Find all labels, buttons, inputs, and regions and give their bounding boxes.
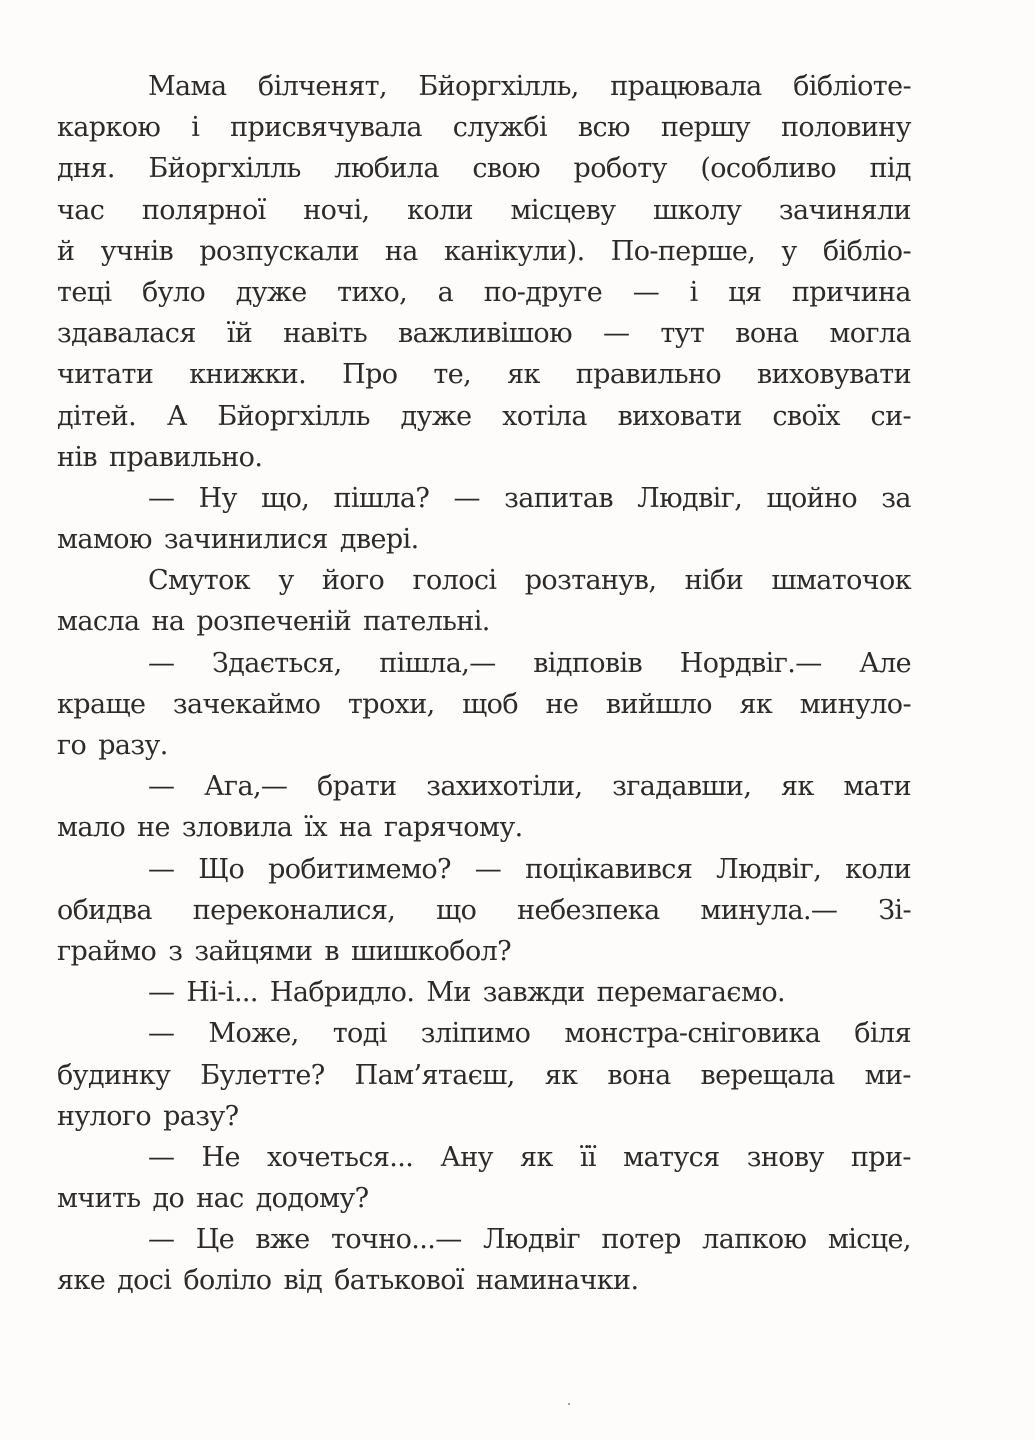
word: (особливо xyxy=(700,153,836,185)
word: верещала xyxy=(700,1059,835,1091)
word: Здається, xyxy=(212,647,342,679)
text-line xyxy=(57,437,911,478)
word: біля xyxy=(854,1018,911,1050)
word: службі xyxy=(452,112,548,144)
word: потер xyxy=(601,1224,681,1256)
word: школу xyxy=(653,194,742,226)
word: здавалася xyxy=(57,318,196,350)
word: — xyxy=(148,647,175,679)
paragraph xyxy=(57,1013,911,1137)
word: Бйоргхілль, xyxy=(418,71,579,102)
word: розтанув, xyxy=(524,565,657,597)
word: книжки. xyxy=(189,359,307,391)
word: зайцями xyxy=(194,935,313,967)
word: її xyxy=(579,1141,596,1173)
word: щойно xyxy=(766,482,858,514)
word: дня. xyxy=(57,153,115,185)
word: зачекаймо xyxy=(172,688,321,720)
word: ночі, xyxy=(303,194,370,226)
text-line xyxy=(57,313,911,354)
word: робитимемо? xyxy=(268,853,451,885)
word: Смуток xyxy=(148,565,251,597)
paragraph xyxy=(57,766,911,848)
text-line xyxy=(57,890,911,931)
word: Людвіг, xyxy=(716,853,822,885)
text-line xyxy=(57,725,911,766)
word: було xyxy=(142,276,206,308)
word: Набридло. xyxy=(269,977,415,1009)
word: Нордвіг.— xyxy=(679,647,822,679)
word: як xyxy=(739,688,773,720)
word: й xyxy=(57,235,75,267)
word: мамою xyxy=(57,524,152,556)
word: минуло- xyxy=(799,688,911,720)
word: — xyxy=(602,318,630,350)
word: — xyxy=(453,482,480,514)
paragraph xyxy=(57,478,911,560)
word: ця xyxy=(728,276,762,308)
word: згадавши, xyxy=(612,771,752,803)
word: голосі xyxy=(412,565,497,597)
word: як xyxy=(544,1059,578,1091)
text-line xyxy=(57,272,911,313)
word: присвячувала xyxy=(230,112,422,144)
paragraph xyxy=(57,560,911,642)
word: ніби xyxy=(684,565,744,597)
word: лапкою xyxy=(702,1224,807,1256)
word: дуже xyxy=(400,400,472,432)
word: як xyxy=(520,1141,553,1173)
word: тихо, xyxy=(337,276,408,308)
text-line xyxy=(57,396,911,437)
word: Ні-і... xyxy=(186,977,258,1009)
word: у xyxy=(781,235,797,267)
text-line xyxy=(57,807,911,848)
word: запитав xyxy=(504,482,613,514)
word: мало xyxy=(57,812,126,844)
text-line xyxy=(57,107,911,148)
word: розпускали xyxy=(199,235,359,267)
word: Що xyxy=(198,853,245,885)
word: Зі- xyxy=(878,894,911,926)
word: любила xyxy=(334,153,439,185)
word: могла xyxy=(829,318,911,350)
word: знову xyxy=(746,1141,824,1173)
word: місце, xyxy=(827,1224,911,1256)
word: — xyxy=(474,853,502,885)
text-line xyxy=(57,1137,911,1178)
text-line xyxy=(57,972,911,1013)
word: Бйоргхілль xyxy=(217,400,370,432)
word: Ну xyxy=(198,482,237,514)
paragraph xyxy=(57,1219,911,1301)
word: Не xyxy=(201,1141,240,1173)
text-line xyxy=(57,66,911,107)
word: нулого xyxy=(57,1100,152,1132)
text-line xyxy=(57,1260,911,1301)
word: — xyxy=(632,276,660,308)
word: каркою xyxy=(57,112,161,144)
word: білченят, xyxy=(257,71,387,102)
word: що xyxy=(436,894,477,926)
word: — xyxy=(148,977,175,1009)
word: до xyxy=(152,1183,185,1215)
word: Ми xyxy=(426,977,471,1009)
word: ми- xyxy=(864,1059,911,1091)
word: не xyxy=(137,812,170,844)
word: їй xyxy=(226,318,253,350)
word: — xyxy=(148,1018,175,1050)
word: всю xyxy=(577,112,630,144)
word: з xyxy=(168,935,183,967)
word: відповів xyxy=(533,647,643,679)
word: поцікавився xyxy=(525,853,693,885)
word: будинку xyxy=(57,1059,171,1091)
word: мати xyxy=(843,771,911,803)
word: гарячому. xyxy=(383,812,523,844)
word: навіть xyxy=(283,318,368,350)
word: канікули). xyxy=(443,235,585,267)
word: як xyxy=(507,359,540,391)
word: і xyxy=(689,276,698,308)
word: учнів xyxy=(100,235,174,267)
word: тоді xyxy=(332,1018,387,1050)
word: на xyxy=(384,235,418,267)
text-line xyxy=(57,1178,911,1219)
word: Пам’ятаєш, xyxy=(354,1059,515,1091)
word: си- xyxy=(870,400,911,432)
word: вона xyxy=(607,1059,671,1091)
word: читати xyxy=(57,359,154,391)
word: не xyxy=(545,688,579,720)
word: Людвіг, xyxy=(637,482,743,514)
word: що, xyxy=(261,482,310,514)
word: своїх xyxy=(772,400,840,432)
word: зліпимо xyxy=(420,1018,531,1050)
word: захихотіли, xyxy=(426,771,583,803)
word: точно...— xyxy=(330,1224,462,1256)
word: розпеченій xyxy=(196,606,352,638)
word: у xyxy=(278,565,294,597)
text-line xyxy=(57,519,911,560)
text-line xyxy=(57,354,911,395)
word: шматочок xyxy=(771,565,911,597)
word: половину xyxy=(780,112,911,144)
word: небезпека xyxy=(517,894,660,926)
word: Про xyxy=(342,359,398,391)
word: А xyxy=(166,400,187,432)
word: коли xyxy=(845,853,911,885)
word: — xyxy=(148,771,175,803)
word: першу xyxy=(660,112,751,144)
text-line xyxy=(57,1055,911,1096)
word: граймо xyxy=(57,935,157,967)
word: Може, xyxy=(208,1018,299,1050)
word: від xyxy=(283,1265,323,1297)
word: бібліо- xyxy=(822,235,911,267)
word: правильно. xyxy=(109,441,263,473)
text-line xyxy=(57,1096,911,1137)
word: обидва xyxy=(57,894,152,926)
paragraph xyxy=(57,66,911,478)
word: шишкобол? xyxy=(350,935,512,967)
word: виховувати xyxy=(757,359,911,391)
word: час xyxy=(57,194,105,226)
text-line xyxy=(57,601,911,642)
word: — xyxy=(148,853,175,885)
word: разу? xyxy=(163,1100,239,1132)
word: коли xyxy=(407,194,473,226)
word: зловила xyxy=(181,812,293,844)
word: вийшло xyxy=(605,688,712,720)
word: зачинилися xyxy=(163,524,328,556)
word: масла xyxy=(57,606,140,638)
word: го xyxy=(57,730,87,761)
word: а xyxy=(437,276,454,308)
word: при- xyxy=(850,1141,911,1173)
word: Бйоргхілль xyxy=(148,153,301,185)
word: брати xyxy=(317,771,397,803)
word: їх xyxy=(304,812,327,844)
word: пішла? xyxy=(333,482,430,514)
text-line xyxy=(57,478,911,519)
word: пательні. xyxy=(363,606,490,638)
word: працювала xyxy=(610,71,762,102)
word: Ага,— xyxy=(204,771,288,803)
word: Людвіг xyxy=(482,1224,581,1256)
word: теці xyxy=(57,276,112,308)
word: додому? xyxy=(255,1183,369,1215)
word: яке xyxy=(57,1265,106,1297)
word: важливішою xyxy=(398,318,572,350)
word: Але xyxy=(859,647,911,679)
word: зачиняли xyxy=(778,194,911,226)
word: Це xyxy=(195,1224,235,1256)
word: досі xyxy=(117,1265,172,1297)
book-page-text xyxy=(57,66,911,1302)
word: хочеться... xyxy=(266,1141,414,1173)
paragraph xyxy=(57,1137,911,1219)
word: хотіла xyxy=(502,400,587,432)
word: пішла,— xyxy=(379,647,496,679)
word: щоб xyxy=(462,688,518,720)
word: Мама xyxy=(148,71,227,102)
print-speck xyxy=(568,1403,570,1405)
word: минула.— xyxy=(700,894,838,926)
word: — xyxy=(148,482,175,514)
word: батькової xyxy=(334,1265,464,1297)
word: Булетте? xyxy=(200,1059,325,1091)
word: краще xyxy=(57,688,146,720)
word: його xyxy=(321,565,385,597)
word: вона xyxy=(735,318,799,350)
word: як xyxy=(780,771,814,803)
word: По-перше, xyxy=(610,235,756,267)
word: те, xyxy=(433,359,472,391)
paragraph xyxy=(57,643,911,767)
word: місцеву xyxy=(510,194,616,226)
word: двері. xyxy=(339,524,419,556)
text-line xyxy=(57,684,911,725)
word: свою xyxy=(472,153,541,185)
text-line xyxy=(57,766,911,807)
word: завжди xyxy=(482,977,585,1009)
word: — xyxy=(148,1141,175,1173)
text-line xyxy=(57,1219,911,1260)
text-line xyxy=(57,560,911,601)
word: в xyxy=(324,935,339,967)
word: мчить xyxy=(57,1183,141,1215)
text-line xyxy=(57,1013,911,1054)
word: матуся xyxy=(623,1141,720,1173)
word: перемагаємо. xyxy=(596,977,785,1009)
word: наминачки. xyxy=(475,1265,639,1297)
word: виховати xyxy=(617,400,742,432)
text-line xyxy=(57,190,911,231)
word: трохи, xyxy=(347,688,435,720)
word: на xyxy=(338,812,372,844)
word: нів xyxy=(57,441,98,473)
word: по-друге xyxy=(483,276,603,308)
word: — xyxy=(148,1224,175,1256)
word: Ану xyxy=(440,1141,493,1173)
word: дуже xyxy=(235,276,307,308)
word: роботу xyxy=(573,153,667,185)
word: переконалися, xyxy=(192,894,396,926)
word: під xyxy=(869,153,911,185)
paragraph xyxy=(57,849,911,973)
text-line xyxy=(57,231,911,272)
word: полярної xyxy=(141,194,266,226)
text-line xyxy=(57,931,911,972)
word: нас xyxy=(196,1183,244,1215)
word: боліло xyxy=(183,1265,272,1297)
word: монстра-сніговика xyxy=(564,1018,821,1050)
word: тут xyxy=(660,318,705,350)
text-line xyxy=(57,148,911,189)
word: дітей. xyxy=(57,400,137,432)
word: причина xyxy=(791,276,911,308)
word: правильно xyxy=(575,359,722,391)
paragraph xyxy=(57,972,911,1013)
word: разу. xyxy=(98,730,168,761)
word: і xyxy=(191,112,200,144)
text-line xyxy=(57,849,911,890)
word: бібліоте- xyxy=(793,71,911,102)
text-line xyxy=(57,643,911,684)
word: вже xyxy=(255,1224,310,1256)
word: на xyxy=(151,606,185,638)
word: за xyxy=(881,482,911,514)
